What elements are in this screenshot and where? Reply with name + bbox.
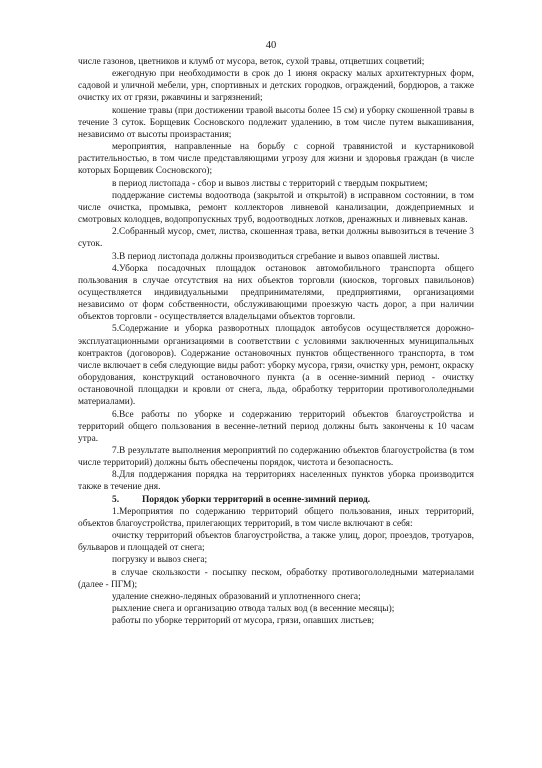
paragraph-6: 6.Все работы по уборке и содержанию территорий объектов благоустройства и территорий общего пользования в весенне-летний период должны быть закончены к 10 часам утра. [78, 409, 474, 444]
list-item-anti-ice: в случае скользкости - посыпку песком, обработку противогололедными материалами (далее - ПГМ); [78, 567, 474, 590]
paragraph-2: 2.Собранный мусор, смет, листва, скошенная трава, ветки должны вывозиться в течение 3 суток. [78, 227, 474, 250]
section-5-paragraph-1: 1.Мероприятия по содержанию территорий общего пользования, иных территорий, объектов благоустройства, прилегающих территорий, в том числе включают в себя: [78, 506, 474, 529]
list-item-ice-removal: удаление снежно-ледяных образований и уплотненного снега; [112, 591, 361, 602]
section-heading [78, 494, 474, 506]
paragraph-8: 8.Для поддержания порядка на территориях населенных пунктов уборка производится также в течение дня. [78, 470, 474, 493]
paragraph-3: 3.В период листопада должны производиться сгребание и вывоз опавшей листвы. [112, 251, 440, 262]
list-item-leaf-removal: в период листопада - сбор и вывоз листвы с территорий с твердым покрытием; [112, 178, 428, 189]
list-item-weed-control: мероприятия, направленные на борьбу с сорной травянистой и кустарниковой растительностью, в том числе представляющими угрозу для жизни и здоровья граждан (в числе которых Борщевик Сосновского); [78, 142, 474, 177]
section-title: Порядок уборки территорий в осенне-зимний период. [142, 494, 371, 505]
list-item-snow-clearing: очистку территорий объектов благоустройства, а также улиц, дорог, проездов, тротуаров, бульваров и площадей от снега; [78, 531, 474, 554]
list-item-painting: ежегодную при необходимости в срок до 1 июня окраску малых архитектурных форм, садовой и уличной мебели, урн, спортивных и детских городков, ограждений, бордюров, а также очистку их от грязи, ржавчины и загрязнений; [78, 69, 474, 104]
list-item-meltwater: рыхление снега и организацию отвода талых вод (в весенние месяцы); [112, 604, 395, 615]
list-item-debris-cleaning: работы по уборке территорий от мусора, грязи, опавших листьев; [112, 616, 375, 627]
paragraph-7: 7.В результате выполнения мероприятий по содержанию объектов благоустройства (в том числе территорий) должны быть обеспечены порядок, чистота и безопасность. [78, 446, 474, 469]
paragraph-5: 5.Содержание и уборка разворотных площадок автобусов осуществляется дорожно-эксплуатационными организациями в соответствии с условиями заключенных муниципальных контрактов (договоров). Содержание остановочных пунктов общественного транспорта, в том числе включает в себя следующие виды работ: уборку мусора, грязи, очистку урн, ремонт, окраску оборудования, конструкций остановочного пункта (а в осенне-зимний период - очистку остановочной площадки и кровли от снега, льда, обработку территории противогололедными материалами). [78, 324, 474, 408]
page-number: 40 [265, 40, 277, 51]
paragraph-4: 4.Уборка посадочных площадок остановок автомобильного транспорта общего пользования в случае отсутствия на них объектов торговли (киосков, торговых павильонов) осуществляется индивидуальными предпринимателями, предприятиями, организациями независимо от форм собственности, обслуживающими проезжую часть дорог, а при наличии объектов торговли - осуществляется владельцами объектов торговли. [78, 263, 474, 323]
document-body [78, 56, 474, 627]
list-item-snow-removal: погрузку и вывоз снега; [112, 555, 208, 566]
list-item-mowing: кошение травы (при достижении травой высоты более 15 см) и уборку скошенной травы в течение 3 суток. Борщевик Сосновского подлежит удалению, в том числе путем выкашивания, независимо от высоты произрастания; [78, 105, 474, 140]
list-item-drainage: поддержание системы водоотвода (закрытой и открытой) в исправном состоянии, в том числе очистка, промывка, ремонт коллекторов ливневой канализации, дождеприемных и смотровых колодцев, водопропускных труб, водоотводных лотков, дренажных и ливневых канав. [78, 190, 474, 226]
paragraph-continuation: числе газонов, цветников и клумб от мусора, веток, сухой травы, отцветших соцветий; [78, 57, 425, 67]
section-number: 5. [112, 494, 120, 505]
